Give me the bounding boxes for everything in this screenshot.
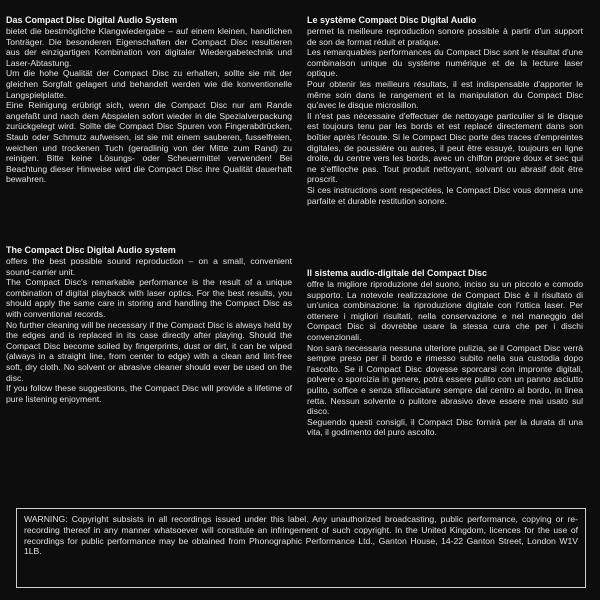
italian-section [307, 268, 583, 438]
italian-paragraph-1: offre la migliore riproduzione del suono, inciso su un piccolo e comodo supporto. La notevole realizzazione de Compact Disc è il risultato di un'unica combinazione: la riproduzione digitale con l'ottica laser. Per ottenere i migliori risultati, nella conservazione e nel maneggio del Compact Disc si dovrebbe usare la stessa cura che per i dischi convenzionali. [307, 279, 583, 342]
french-paragraph-4: Il n'est pas nécessaire d'effectuer de nettoyage particulier si le disque est toujours tenu par les bords et est replacé directement dans son boîtier après l'écoute. Si le Compact Disc porte des traces d'empreintes digitales, de poussière ou autres, il peut être essuyé, toujours en ligne droite, du centre vers les bords, avec un chiffon propre doux et sec qui ne s'effiloche pas. Tout produit nettoyant, solvant ou abrasif doit être proscrit. [307, 110, 583, 185]
french-paragraph-3: Pour obtenir les meilleurs résultats, il est indispensable d'apporter le même soin dans le rangement et la manipulation du Compact Disc qu'avec le disque microsillon. [307, 78, 583, 111]
french-section [307, 15, 583, 206]
italian-paragraph-3: Seguendo questi consigli, il Compact Disc fornirà per la durata di una vita, il godimento del puro ascolto. [307, 416, 583, 438]
english-paragraph-1: offers the best possible sound reproduction – on a small, convenient sound-carrier unit. [6, 256, 292, 277]
german-title: Das Compact Disc Digital Audio System [6, 15, 178, 25]
english-section [6, 245, 292, 404]
german-paragraph-3: Eine Reinigung erübrigt sich, wenn die Compact Disc nur am Rande angefaßt und nach dem Abspielen sofort wieder in die Spezialverpackung zurückgelegt wird. Sollte die Compact Disc Spuren von Fingerabdrücken, Staub oder Schmutz aufweisen, ist sie mit einem sauberen, fusselfreien, weichen und trockenen Tuch (geradlinig von der Mitte zum Rand) zu reinigen. Bitte keine Lösungs- oder Scheuermittel verwenden! Bei Beachtung dieser Hinweise wird die Compact Disc ihre Qualität dauerhaft bewahren. [6, 100, 292, 185]
french-title: Le système Compact Disc Digital Audio [307, 15, 477, 25]
copyright-warning-box [16, 508, 586, 588]
german-paragraph-2: Um die hohe Qualität der Compact Disc zu erhalten, sollte sie mit der gleichen Sorgfalt gelagert und behandelt werden wie die konventionelle Langspielplatte. [6, 68, 292, 100]
copyright-warning-text: WARNING: Copyright subsists in all recordings issued under this label. Any unauthorized broadcasting, public performance, copying or re-recording thereof in any manner whatsoever will constitute an infringement of such copyright. In the United Kingdom, licences for the use of recordings for public performance may be obtained from Phonographic Performance Ltd., Ganton House, 14-22 Ganton Street, London W1V 1LB. [24, 514, 578, 557]
german-paragraph-1: bietet die bestmögliche Klangwiedergabe – auf einem kleinen, handlichen Tonträger. Die besonderen Eigenschaften der Compact Disc resultieren aus der einzigartigen Kombination von digitaler Wiedergabetechnik und Laser-Abtastung. [6, 26, 292, 68]
german-section [6, 15, 292, 185]
english-paragraph-4: If you follow these suggestions, the Compact Disc will provide a lifetime of pure listening enjoyment. [6, 383, 292, 404]
english-paragraph-3: No further cleaning will be necessary if the Compact Disc is always held by the edges and is replaced in its case directly after playing. Should the Compact Disc become soiled by fingerprints, dust or dirt, it can be wiped (always in a straight line, from center to edge) with a clean and lint-free soft, dry cloth. No solvent or abrasive cleaner should ever be used on the disc. [6, 319, 292, 383]
french-paragraph-2: Les remarquables performances du Compact Disc sont le résultat d'une combinaison unique du système numérique et de la lecture laser optique. [307, 47, 583, 79]
english-title: The Compact Disc Digital Audio system [6, 245, 176, 255]
italian-paragraph-2: Non sarà necessaria nessuna ulteriore pulizia, se il Compact Disc verrà sempre preso per il bordo e rimesso subito nella sua custodia dopo l'ascolto. Se il Compact Disc dovesse sporcarsi con impronte digitali, polvere o sporcizia in genere, potrà essere pulito con un panno asciutto pulito, soffice e senza sfilacciature sempre dal centro al bordo, in linea retta. Nessun solvente o pulitore abrasivo deve essere mai usato sul disco. [307, 342, 583, 417]
english-paragraph-2: The Compact Disc's remarkable performance is the result of a unique combination of digital playback with laser optics. For the best results, you should apply the same care in storing and handling the Compact Disc as with conventional records. [6, 277, 292, 319]
italian-title: Il sistema audio-digitale del Compact Disc [307, 268, 488, 278]
french-paragraph-1: permet la meilleure reproduction sonore possible à partir d'un support de son de format réduit et pratique. [307, 26, 583, 47]
french-paragraph-5: Si ces instructions sont respectées, le Compact Disc vous donnera une parfaite et durable restitution sonore. [307, 184, 583, 206]
